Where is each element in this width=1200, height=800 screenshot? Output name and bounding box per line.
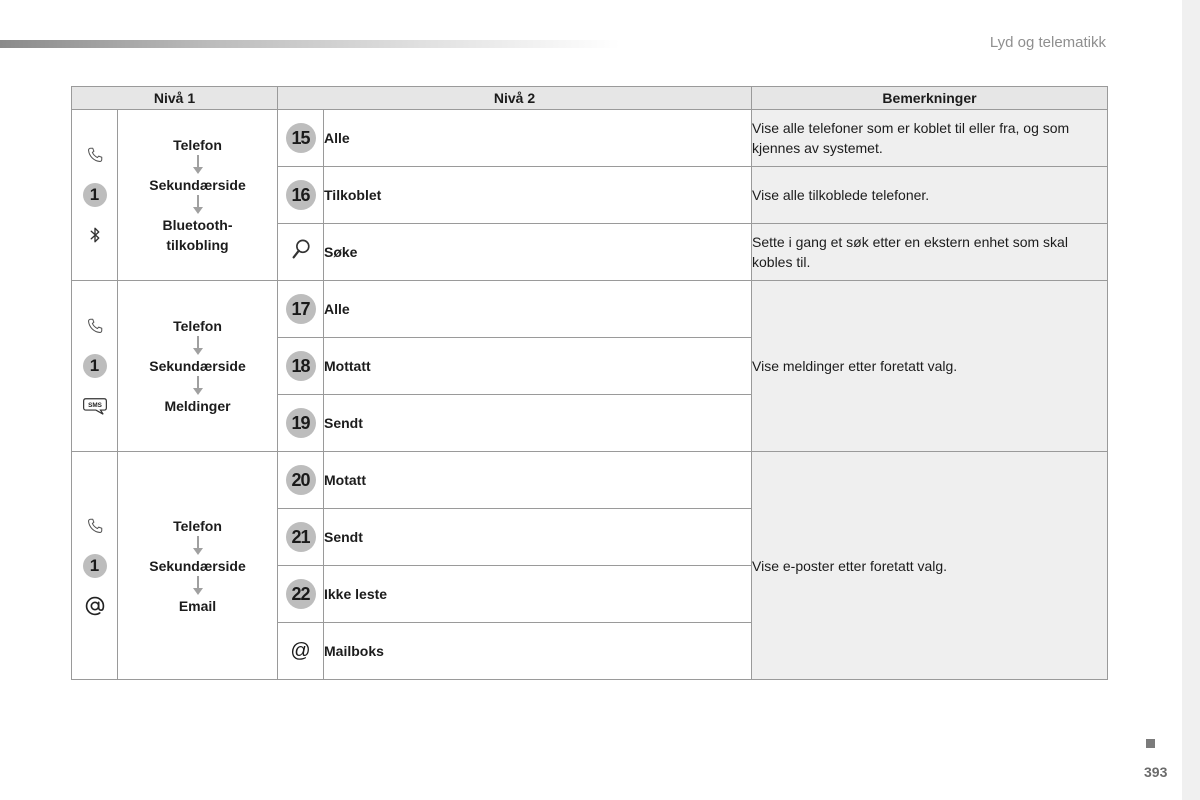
phone-icon <box>82 513 108 539</box>
number-badge-1: 1 <box>83 183 107 207</box>
table-row <box>72 281 1108 338</box>
level2-icon-cell <box>278 395 324 452</box>
level2-label: Sendt <box>324 509 752 566</box>
number-badge-16: 16 <box>286 180 316 210</box>
table-row <box>72 110 1108 167</box>
level1-path <box>118 281 278 452</box>
level2-label: Alle <box>324 281 752 338</box>
group-icons <box>72 281 118 452</box>
number-badge-15: 15 <box>286 123 316 153</box>
level2-label: Mottatt <box>324 338 752 395</box>
path-step: Meldinger <box>164 398 231 414</box>
column-header-level2: Nivå 2 <box>278 87 752 110</box>
number-badge-22: 22 <box>286 579 316 609</box>
level2-label: Tilkoblet <box>324 167 752 224</box>
path-step: Telefon <box>173 517 222 534</box>
number-badge-19: 19 <box>286 408 316 438</box>
menu-table <box>71 86 1108 680</box>
section-title: Lyd og telematikk <box>989 34 1106 51</box>
level2-icon-cell <box>278 566 324 623</box>
phone-icon <box>82 142 108 168</box>
level2-label: Alle <box>324 110 752 167</box>
down-arrow-icon <box>193 336 203 356</box>
remark-text: Vise meldinger etter foretatt valg. <box>752 281 1108 452</box>
path-step: Telefon <box>173 318 222 334</box>
number-badge-1: 1 <box>83 354 107 378</box>
page-number: 393 <box>1144 764 1168 780</box>
level2-icon-cell <box>278 452 324 509</box>
path-step: Sekundærside <box>149 177 246 193</box>
path-step: Sekundærside <box>149 557 246 574</box>
level2-icon-cell <box>278 167 324 224</box>
down-arrow-icon <box>193 195 203 215</box>
down-arrow-icon <box>193 576 203 596</box>
level2-icon-cell <box>278 338 324 395</box>
page-edge-strip <box>1182 0 1200 800</box>
header-gradient-bar <box>0 40 620 48</box>
level1-path <box>118 452 278 680</box>
remark-text: Vise alle tilkoblede telefoner. <box>752 167 1108 224</box>
level2-icon-cell <box>278 110 324 167</box>
remark-text: Sette i gang et søk etter en ekstern enhet som skal kobles til. <box>752 224 1108 281</box>
down-arrow-icon <box>193 155 203 175</box>
column-header-remarks: Bemerkninger <box>752 87 1108 110</box>
group-icons <box>72 110 118 281</box>
number-badge-18: 18 <box>286 351 316 381</box>
level2-icon-cell <box>278 224 324 281</box>
level1-path <box>118 110 278 281</box>
level2-label: Ikke leste <box>324 566 752 623</box>
path-step: Sekundærside <box>149 358 246 374</box>
bluetooth-icon <box>82 222 108 248</box>
down-arrow-icon <box>193 536 203 556</box>
phone-icon <box>82 313 108 339</box>
sms-icon <box>82 393 108 419</box>
level2-label: Motatt <box>324 452 752 509</box>
path-step: Bluetooth- tilkobling <box>162 217 233 253</box>
number-badge-21: 21 <box>286 522 316 552</box>
svg-text:SMS: SMS <box>87 401 102 409</box>
number-badge-17: 17 <box>286 294 316 324</box>
at-sign-icon: @ <box>290 639 311 662</box>
table-header-row <box>72 87 1108 110</box>
level2-icon-cell <box>278 281 324 338</box>
page-marker <box>1146 739 1155 748</box>
down-arrow-icon <box>193 376 203 396</box>
table-row <box>72 452 1108 509</box>
path-step: Telefon <box>173 137 222 153</box>
path-step: Email <box>178 597 217 614</box>
search-icon <box>290 249 312 265</box>
remark-text: Vise e-poster etter foretatt valg. <box>752 452 1108 680</box>
remark-text: Vise alle telefoner som er koblet til eller fra, og som kjennes av systemet. <box>752 110 1108 167</box>
at-sign-icon <box>82 593 108 619</box>
number-badge-1: 1 <box>83 554 107 578</box>
level2-icon-cell <box>278 509 324 566</box>
number-badge-20: 20 <box>286 465 316 495</box>
group-icons <box>72 452 118 680</box>
level2-label: Sendt <box>324 395 752 452</box>
column-header-level1: Nivå 1 <box>72 87 278 110</box>
level2-label: Mailboks <box>324 623 752 680</box>
level2-label: Søke <box>324 224 752 281</box>
level2-icon-cell <box>278 623 324 680</box>
